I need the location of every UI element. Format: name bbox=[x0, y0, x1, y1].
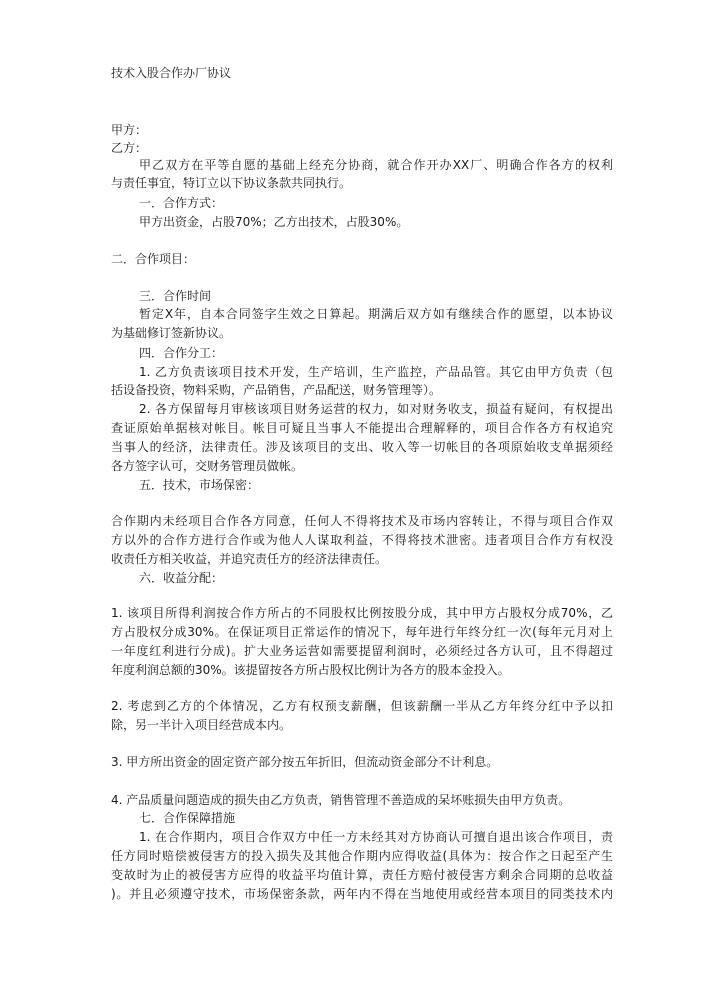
section-4-item-2-line: 当事人的经济，法律责任。涉及该项目的支出、收入等一切帐目的各项原始收支单据须经 bbox=[111, 440, 613, 454]
section-4-title: 四．合作分工： bbox=[139, 346, 224, 360]
section-6-item-1-line: 方占股权分成30%。在保证项目正常运作的情况下，每年进行年终分红一次(每年元月对上 bbox=[111, 625, 613, 639]
section-6-item-4: 4. 产品质量问题造成的损失由乙方负责，销售管理不善造成的呆坏账损失由甲方负责。 bbox=[111, 793, 571, 807]
section-6-item-2-line: 2. 考虑到乙方的个体情况，乙方有权预支薪酬，但该薪酬一半从乙方年终分红中予以扣 bbox=[111, 699, 613, 713]
section-3-body-line: 暂定X年，自本合同签字生效之日算起。期满后双方如有继续合作的愿望，以本协议 bbox=[139, 307, 613, 321]
section-6-item-1-line: 一年度红利进行分成)。扩大业务运营如需要提留利润时，必须经过各方认可，且不得超过 bbox=[111, 644, 613, 658]
section-4-item-1-line: 1. 乙方负责该项目技术开发，生产培训，生产监控，产品品管。其它由甲方负责（包 bbox=[139, 365, 613, 379]
section-5-body-line: 合作期内未经项目合作各方同意，任何人不得将技术及市场内容转让，不得与项目合作双 bbox=[111, 514, 613, 528]
section-3-title: 三．合作时间 bbox=[139, 289, 212, 303]
section-3-body-line: 为基础修订签新协议。 bbox=[111, 326, 232, 340]
section-1-body: 甲方出资金，占股70%；乙方出技术，占股30%。 bbox=[139, 215, 409, 229]
section-4-item-2-line: 各方签字认可，交财务管理员做帐。 bbox=[111, 459, 304, 473]
intro-line: 甲乙双方在平等自愿的基础上经充分协商，就合作开办XX厂、明确合作各方的权利 bbox=[139, 158, 613, 172]
section-5-title: 五．技术，市场保密： bbox=[139, 478, 260, 492]
section-7-item-1-line: 任方同时赔偿被侵害方的投入损失及其他合作期内应得收益(具体为：按合作之日起至产生 bbox=[111, 849, 613, 863]
section-7-title: 七．合作保障措施 bbox=[139, 811, 236, 825]
section-1-title: 一．合作方式： bbox=[139, 196, 224, 210]
section-5-body-line: 方以外的合作方进行合作或为他人人谋取利益，不得将技术泄密。违者项目合作方有权没 bbox=[111, 533, 613, 547]
section-7-item-1-line: 变故时为止的被侵害方应得的收益平均值计算，责任方赔付被侵害方剩余合同期的总收益 bbox=[111, 868, 613, 882]
section-4-item-2-line: 查证原始单据核对帐目。帐目可疑且当事人不能提出合理解释的，项目合作各方有权追究 bbox=[111, 421, 613, 435]
section-6-item-2-line: 除，另一半计入项目经营成本内。 bbox=[111, 718, 292, 732]
party-a-label: 甲方： bbox=[111, 123, 148, 137]
section-6-item-3: 3. 甲方所出资金的固定资产部分按五年折旧，但流动资金部分不计利息。 bbox=[111, 755, 499, 769]
section-4-item-1-line: 括设备投资，物料采购，产品销售，产品配送，财务管理等）。 bbox=[111, 383, 442, 397]
section-6-title: 六．收益分配： bbox=[139, 571, 224, 585]
section-7-item-1-line: 1. 在合作期内，项目合作双方中任一方未经其对方协商认可擅自退出该合作项目，责 bbox=[139, 830, 613, 844]
party-b-label: 乙方： bbox=[111, 141, 148, 155]
section-6-item-1-line: 1. 该项目所得利润按合作方所占的不同股权比例按股分成，其中甲方占股权分成70%，乙 bbox=[111, 606, 613, 620]
intro-line: 与责任事宜，特订立以下协议条款共同执行。 bbox=[111, 176, 352, 190]
section-5-body-line: 收责任方相关收益，并追究责任方的经济法律责任。 bbox=[111, 552, 388, 566]
section-7-item-1-line: )。并且必须遵守技术，市场保密条款，两年内不得在当地使用或经营本项目的同类技术内 bbox=[111, 887, 613, 901]
section-4-item-2-line: 2. 各方保留每月审核该项目财务运营的权力，如对财务收支，损益有疑问，有权提出 bbox=[139, 402, 613, 416]
section-2-title: 二．合作项目： bbox=[111, 252, 196, 266]
document-title: 技术入股合作办厂协议 bbox=[111, 66, 232, 80]
section-6-item-1-line: 年度利润总额的30%。该提留按各方所占股权比例计为各方的股本金投入。 bbox=[111, 663, 510, 677]
